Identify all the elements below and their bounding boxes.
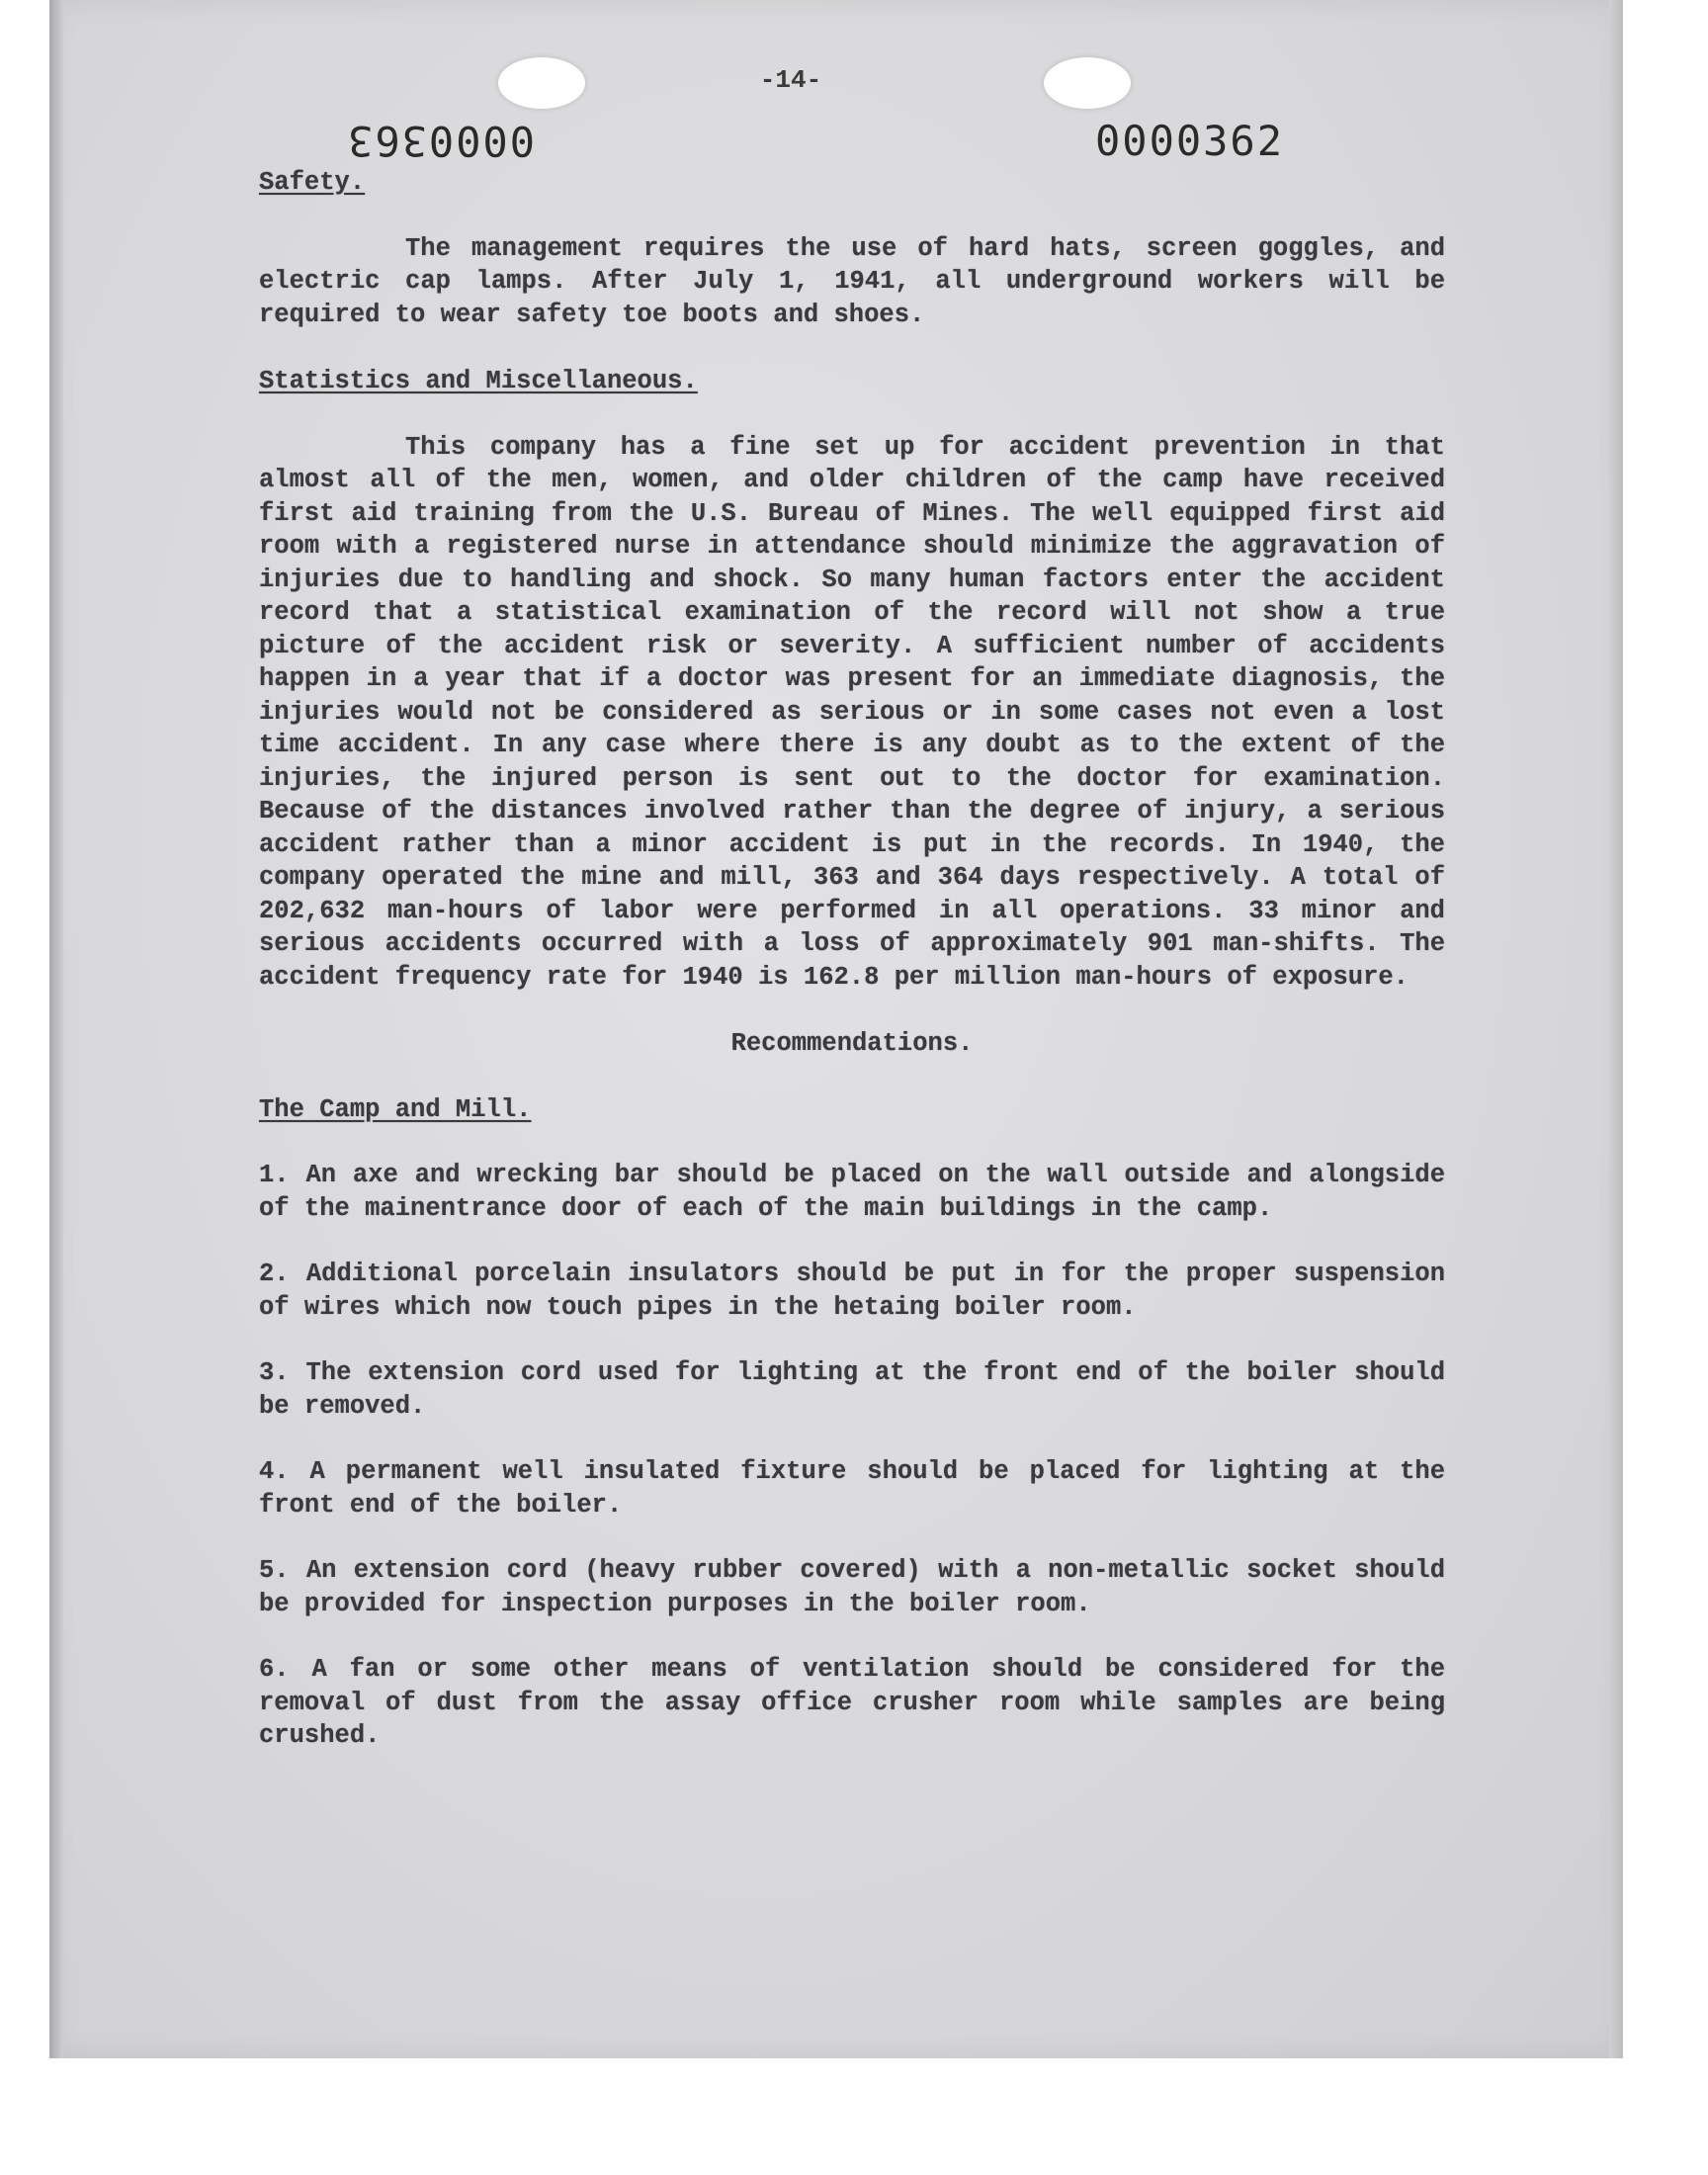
punch-hole-right — [1044, 57, 1131, 109]
page-left-edge — [49, 0, 63, 2058]
statistics-paragraph: This company has a fine set up for accident prevention in that almost all of the men, women, and older children of the camp have received first aid training from the U.S. Bureau of Mines. The well equipped first aid room with a registered nurse in attendance should minimize the aggravation of injuries due to handling and shock. So many human factors enter the accident record that a statistical examination of the record will not show a true picture of the accident risk or severity. A sufficient number of accidents happen in a year that if a doctor was present for an immediate diagnosis, the injuries would not be considered as serious or in some cases not even a lost time accident. In any case where there is any doubt as to the extent of the injuries, the injured person is sent out to the doctor for examination. Because of the distances involved rather than the degree of injury, a serious accident rather than a minor accident is put in the records. In 1940, the company operated the mine and mill, 363 and 364 days respectively. A total of 202,632 man-hours of labor were performed in all operations. 33 minor and serious accidents occurred with a loss of approximately 901 man-shifts. The accident frequency rate for 1940 is 162.8 per million man-hours of exposure. — [259, 432, 1445, 992]
statistics-heading: Statistics and Miscellaneous. — [259, 367, 698, 395]
page-right-edge — [1609, 0, 1623, 2058]
document-stamp-right: 0000362 — [1095, 117, 1285, 165]
safety-paragraph: The management requires the use of hard hats, screen goggles, and electric cap lamps. After July 1, 1941, all underground workers will be required to wear safety toe boots and shoes. — [259, 233, 1445, 329]
recommendation-item-1: 1. An axe and wrecking bar should be placed on the wall outside and alongside of the mainentrance door of each of the main buildings in the camp. — [259, 1161, 1445, 1223]
recommendation-item-5: 5. An extension cord (heavy rubber covered) with a non-metallic socket should be provided for inspection purposes in the boiler room. — [259, 1556, 1445, 1618]
recommendation-item-3: 3. The extension cord used for lighting at the front end of the boiler should be removed. — [259, 1358, 1445, 1421]
document-body — [259, 166, 1445, 1753]
safety-heading: Safety. — [259, 168, 366, 197]
recommendations-heading: Recommendations. — [730, 1029, 974, 1058]
recommendation-item-2: 2. Additional porcelain insulators should be put in for the proper suspension of wires which now touch pipes in the hetaing boiler room. — [259, 1260, 1445, 1322]
page-number: -14- — [759, 65, 822, 95]
recommendation-item-4: 4. A permanent well insulated fixture should be placed for lighting at the front end of the boiler. — [259, 1457, 1445, 1520]
camp-and-mill-heading: The Camp and Mill. — [259, 1094, 532, 1124]
punch-hole-left — [498, 57, 585, 109]
document-stamp-left: 0000363 — [346, 117, 536, 165]
recommendation-item-6: 6. A fan or some other means of ventilation should be considered for the removal of dust from the assay office crusher room while samples are being crushed. — [259, 1655, 1445, 1750]
